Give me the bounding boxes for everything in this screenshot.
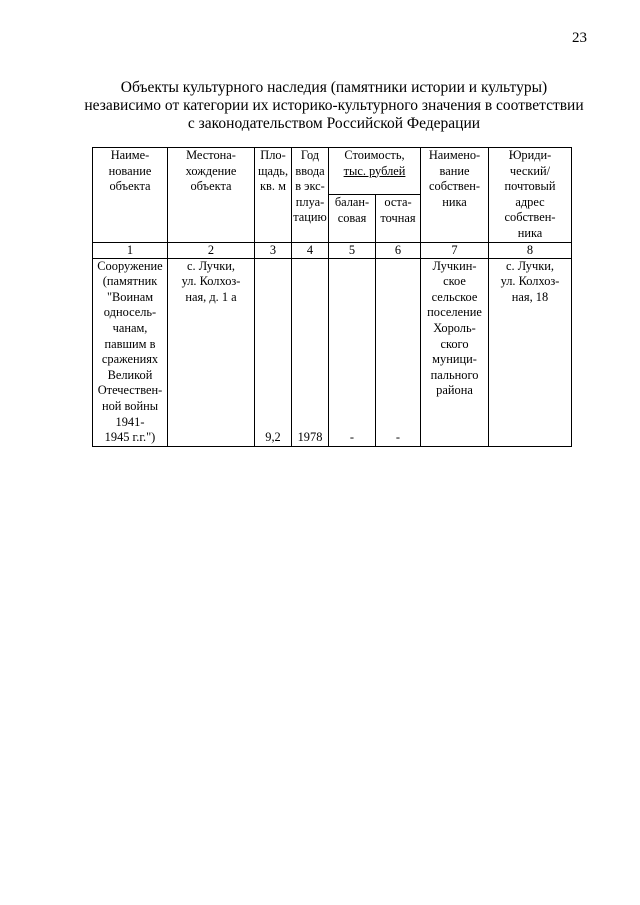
header-address: Юриди- ческий/ почтовый адрес собствен- ника — [489, 148, 572, 243]
title-line: с законодательством Российской Федерации — [187, 115, 481, 132]
column-number: 7 — [421, 242, 489, 258]
column-number: 1 — [93, 242, 168, 258]
document-title — [60, 79, 608, 133]
header-area: Пло- щадь, кв. м — [255, 148, 292, 243]
header-balance: балан- совая — [329, 195, 376, 242]
header-year: Год ввода в экс- плуа- тацию — [292, 148, 329, 243]
heritage-table — [92, 147, 572, 447]
column-number: 2 — [168, 242, 255, 258]
header-owner: Наимено- вание собствен- ника — [421, 148, 489, 243]
cell-balance: - — [329, 258, 376, 446]
column-number: 4 — [292, 242, 329, 258]
column-number: 8 — [489, 242, 572, 258]
column-number: 3 — [255, 242, 292, 258]
header-cost-group: Стоимость, тыс. рублей — [329, 148, 421, 195]
column-number-row — [93, 242, 572, 258]
cell-residual: - — [376, 258, 421, 446]
column-number: 5 — [329, 242, 376, 258]
header-location: Местона- хождение объекта — [168, 148, 255, 243]
page-number: 23 — [572, 30, 587, 46]
cell-owner: Лучкин- ское сельское поселение Хороль- ского муници- пального района — [421, 258, 489, 446]
cell-area: 9,2 — [255, 258, 292, 446]
cell-name: Сооружение (памятник "Воинам односель- чанам, павшим в сражениях Великой Отечествен- ной войны 1941- 1945 г.г.") — [93, 258, 168, 446]
cell-year: 1978 — [292, 258, 329, 446]
title-line: Объекты культурного наследия (памятники истории и культуры) — [120, 79, 548, 96]
header-residual: оста- точная — [376, 195, 421, 242]
column-number: 6 — [376, 242, 421, 258]
cell-address: с. Лучки, ул. Колхоз- ная, 18 — [489, 258, 572, 446]
header-name: Наиме- нование объекта — [93, 148, 168, 243]
cell-location: с. Лучки, ул. Колхоз- ная, д. 1 а — [168, 258, 255, 446]
title-line: независимо от категории их историко-культурного значения в соответствии — [84, 97, 584, 114]
table-row — [93, 258, 572, 446]
